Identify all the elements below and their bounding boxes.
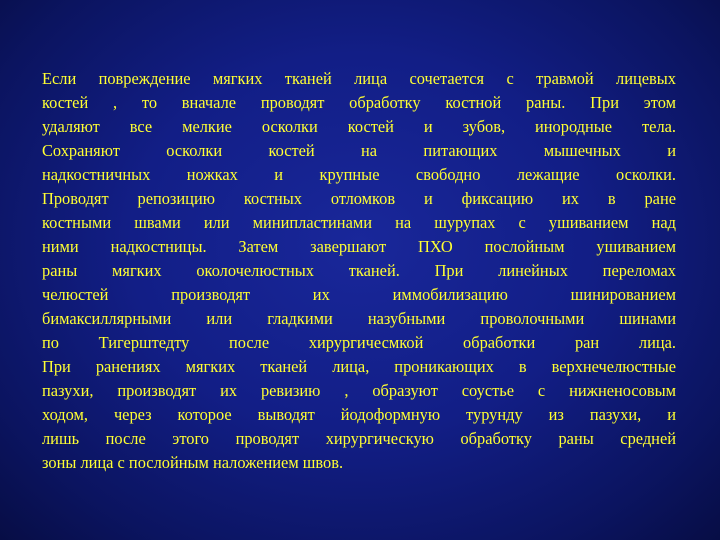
text-line: костей , то вначале проводят обработку костной раны. При этом: [42, 93, 676, 112]
text-line: Сохраняют осколки костей на питающих мышечных и: [42, 141, 676, 160]
text-line: бимаксиллярными или гладкими назубными проволочными шинами: [42, 309, 676, 328]
text-line: надкостничных ножках и крупные свободно лежащие осколки.: [42, 165, 676, 184]
text-line: по Тигерштедту после хирургичесмкой обработки ран лица.: [42, 333, 676, 352]
text-line: Если повреждение мягких тканей лица сочетается с травмой лицевых: [42, 69, 676, 88]
text-line: лишь после этого проводят хирургическую обработку раны средней: [42, 429, 676, 448]
text-line: При ранениях мягких тканей лица, проникающих в верхнечелюстные: [42, 357, 676, 376]
text-line: пазухи, производят их ревизию , образуют соустье с нижненосовым: [42, 381, 676, 400]
text-line: зоны лица с послойным наложением швов.: [42, 453, 344, 472]
text-line: ними надкостницы. Затем завершают ПХО послойным ушиванием: [42, 237, 676, 256]
text-line: удаляют все мелкие осколки костей и зубов, инородные тела.: [42, 117, 676, 136]
text-line: Проводят репозицию костных отломков и фиксацию их в ране: [42, 189, 676, 208]
text-line: раны мягких околочелюстных тканей. При линейных переломах: [42, 261, 676, 280]
text-line: челюстей производят их иммобилизацию шинированием: [42, 285, 676, 304]
text-line: костными швами или минипластинами на шурупах с ушиванием над: [42, 213, 676, 232]
body-text: [42, 67, 676, 475]
text-line: ходом, через которое выводят йодоформную турунду из пазухи, и: [42, 405, 676, 424]
